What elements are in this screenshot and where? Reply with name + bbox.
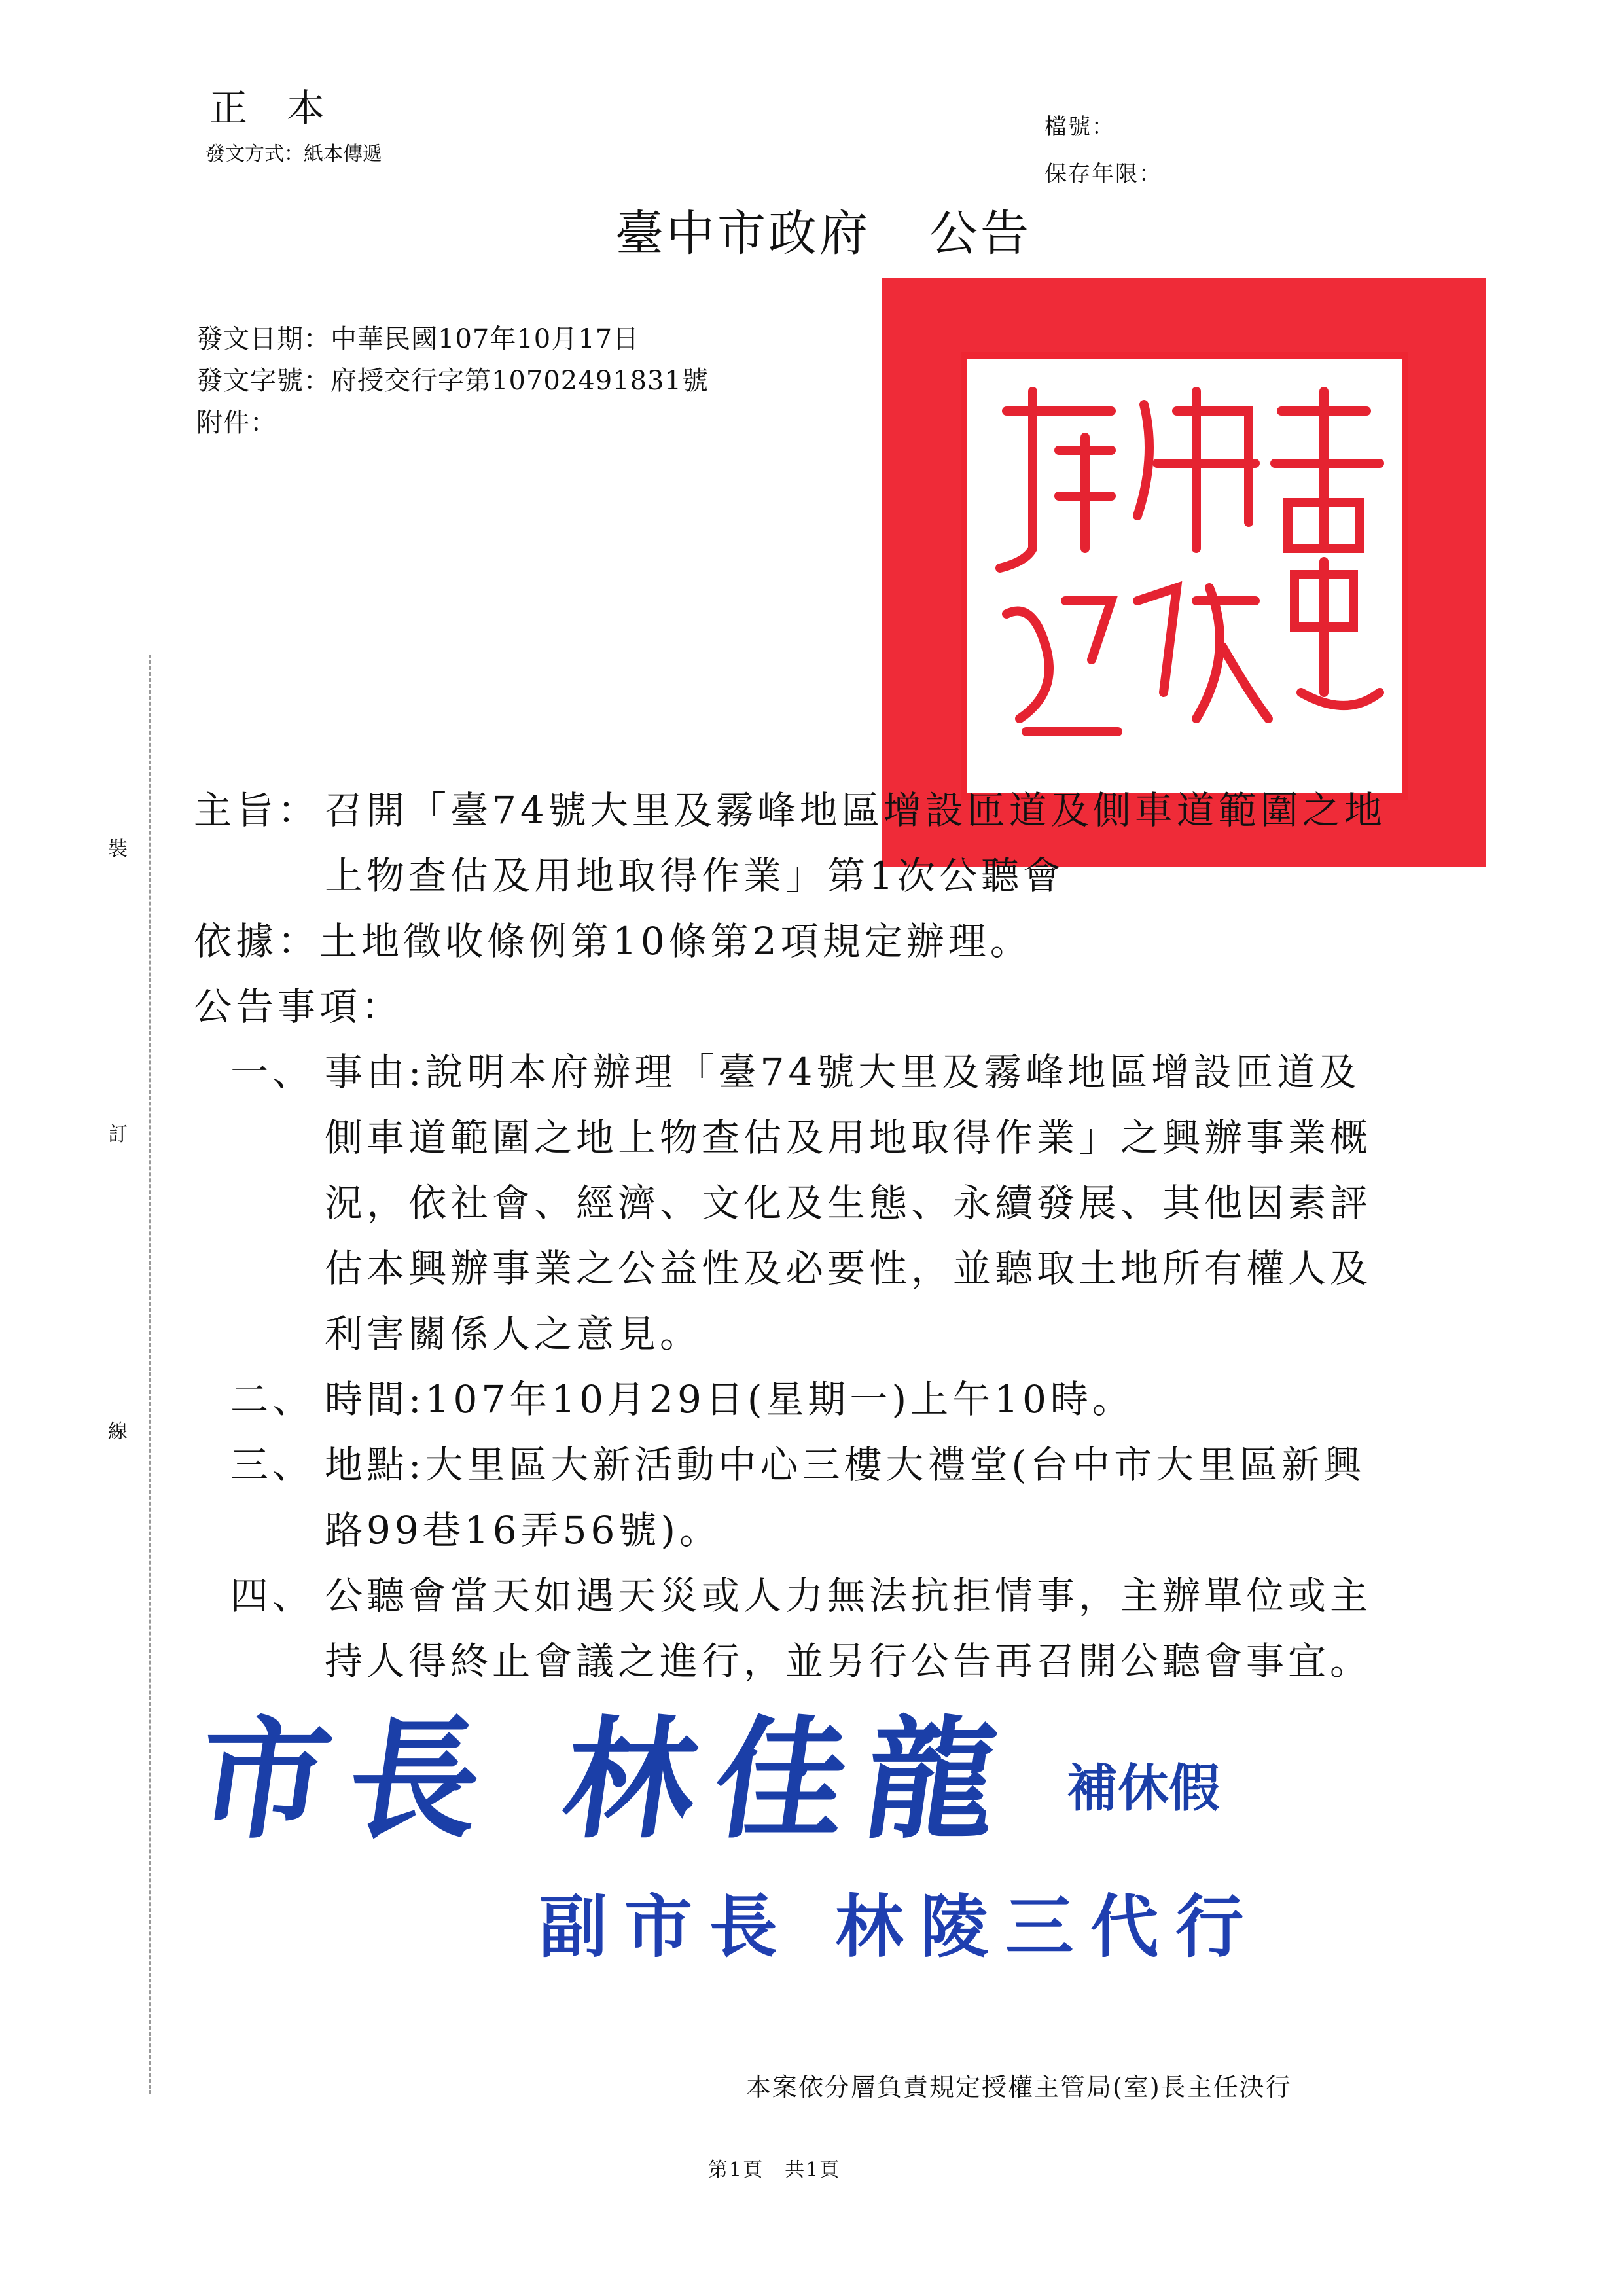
issue-date: 發文日期：中華民國107年10月17日: [196, 324, 640, 354]
item-number: 一、: [230, 1050, 315, 1094]
binding-mark-xian: 線: [105, 1415, 131, 1444]
item-1-line-4: 估本興辦事業之公益性及必要性，並聽取土地所有權人及: [325, 1246, 1372, 1291]
leave-note: 補休假: [1067, 1759, 1221, 1818]
send-method: 發文方式：紙本傳遞: [205, 143, 382, 166]
document-number: 發文字號：府授交行字第10702491831號: [196, 366, 709, 396]
binding-mark-ding: 訂: [105, 1118, 131, 1147]
page-number: 第1頁 共1頁: [708, 2159, 841, 2181]
item-number: 三、: [230, 1443, 315, 1487]
seal-script-drawing: [961, 352, 1408, 800]
subject-line-1: 召開「臺74號大里及霧峰地區增設匝道及側車道範圍之地: [325, 788, 1386, 833]
item-1-line-3: 況，依社會、經濟、文化及生態、永續發展、其他因素評: [325, 1181, 1372, 1225]
item-1-line-5: 利害關係人之意見。: [325, 1312, 702, 1356]
item-1-line-2: 側車道範圍之地上物查估及用地取得作業」之興辦事業概: [325, 1115, 1372, 1160]
title-type: 公告: [929, 206, 1031, 262]
announcement-items-label: 公告事項：: [194, 984, 404, 1029]
copy-mark: 正本: [209, 86, 365, 130]
attachment-label: 附件：: [196, 408, 277, 438]
item-3-line-1: 地點:大里區大新活動中心三樓大禮堂(台中市大里區新興: [325, 1443, 1366, 1487]
legal-basis: 依據：土地徵收條例第10條第2項規定辦理。: [194, 919, 1032, 963]
item-2-line-1: 時間:107年10月29日(星期一)上午10時。: [325, 1377, 1134, 1422]
binding-line: [149, 655, 151, 2094]
mayor-signature: 市長 林佳龍: [188, 1704, 1027, 1857]
retention-period-label: 保存年限：: [1044, 161, 1162, 187]
document-title: [615, 195, 1031, 264]
item-3-line-2: 路99巷16弄56號)。: [325, 1508, 722, 1552]
item-1-line-1: 事由:說明本府辦理「臺74號大里及霧峰地區增設匝道及: [325, 1050, 1361, 1094]
item-number: 二、: [230, 1377, 315, 1422]
subject-label: 主旨：: [194, 788, 320, 833]
subject-line-2: 上物查估及用地取得作業」第1次公聽會: [325, 853, 1065, 898]
title-organization: 臺中市政府: [615, 206, 870, 262]
delegation-note: 本案依分層負責規定授權主管局(室)長主任決行: [746, 2073, 1292, 2102]
item-4-line-1: 公聽會當天如遇天災或人力無法抗拒情事，主辦單位或主: [325, 1573, 1372, 1618]
seal-inner-field: [961, 352, 1408, 800]
item-4-line-2: 持人得終止會議之進行，並另行公告再召開公聽會事宜。: [325, 1639, 1372, 1683]
file-number-label: 檔號：: [1044, 114, 1115, 140]
item-number: 四、: [230, 1573, 315, 1618]
binding-mark-zhuang: 裝: [105, 833, 131, 861]
deputy-mayor-signature: 副市長 林陵三代行: [539, 1887, 1261, 1967]
